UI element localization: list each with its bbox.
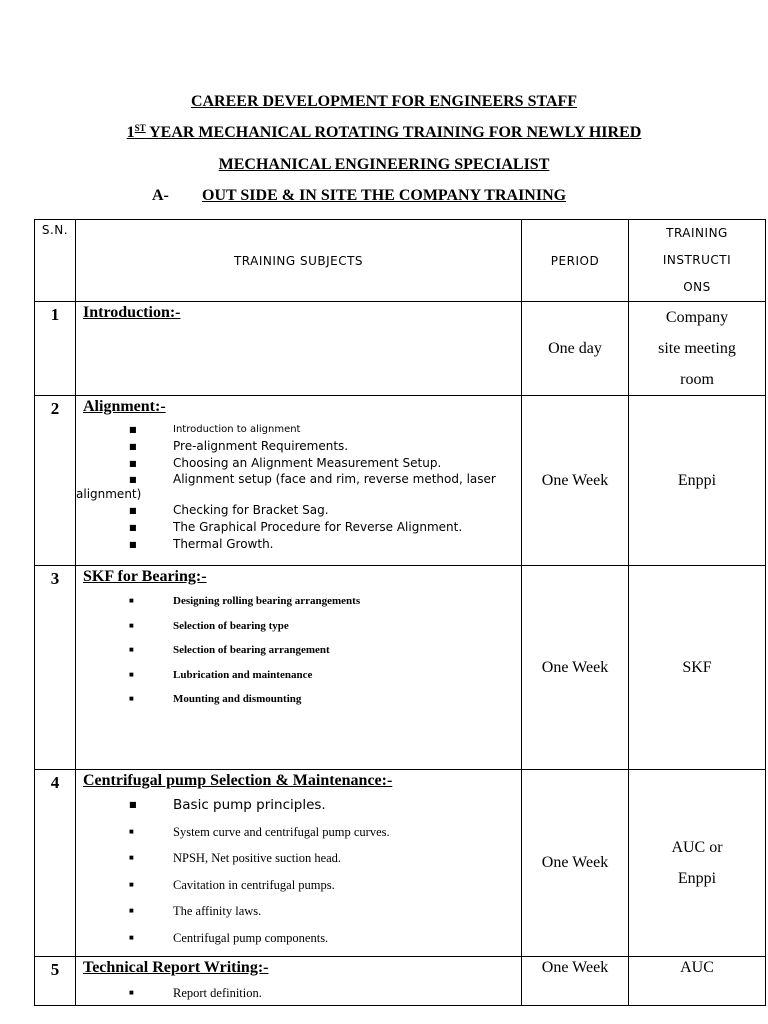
period-cell: One Week [522, 396, 629, 566]
instructions-line: Company [665, 309, 729, 326]
list-item [76, 872, 521, 899]
list-item-text: The affinity laws. [173, 904, 262, 918]
list-item [76, 589, 521, 614]
list-item-text: The Graphical Procedure for Reverse Alignment. [173, 520, 463, 534]
instructions-line: SKF [682, 659, 712, 676]
bullet-icon: ■ [129, 988, 134, 997]
instructions-line: site meeting [658, 340, 736, 357]
topic-list [76, 589, 521, 712]
list-item [76, 845, 521, 872]
list-item-text: Mounting and dismounting [173, 693, 302, 705]
list-item [76, 455, 521, 472]
list-item [76, 983, 521, 1003]
list-item-text: Designing rolling bearing arrangements [173, 595, 361, 607]
list-item [76, 819, 521, 846]
instructions-line: AUC [680, 959, 714, 976]
bullet-icon: ■ [129, 879, 134, 889]
list-item [76, 898, 521, 925]
header-instructions-line: TRAINING [666, 226, 728, 240]
list-item [76, 502, 521, 519]
doc-subtitle [0, 124, 768, 142]
subject-cell [76, 957, 522, 1006]
bullet-icon: ■ [129, 596, 134, 605]
period-cell: One Week [522, 566, 629, 770]
instructions-line: room [680, 371, 714, 388]
list-item [76, 421, 521, 438]
bullet-icon: ■ [129, 645, 134, 654]
instructions-cell [629, 396, 766, 566]
list-item [76, 614, 521, 639]
list-item-text: Selection of bearing type [173, 619, 289, 632]
row-number: 4 [35, 770, 76, 957]
doc-title: CAREER DEVELOPMENT FOR ENGINEERS STAFF [190, 93, 578, 110]
header-instructions [629, 220, 766, 302]
instructions-cell [629, 566, 766, 770]
subject-title: Introduction:- [83, 304, 181, 321]
bullet-icon: ■ [129, 523, 137, 532]
list-item [76, 663, 521, 688]
subject-cell [76, 770, 522, 957]
instructions-line: Enppi [677, 870, 717, 887]
table-row [35, 957, 766, 1006]
instructions-line: AUC or [671, 839, 723, 856]
list-item-text: Report definition. [173, 986, 262, 1000]
list-item-text: Pre-alignment Requirements. [173, 439, 349, 453]
list-item-text: System curve and centrifugal pump curves. [173, 824, 390, 839]
instructions-cell [629, 957, 766, 1006]
instructions-cell [629, 302, 766, 396]
list-item-text: Thermal Growth. [173, 537, 274, 551]
doc-subtitle-2: MECHANICAL ENGINEERING SPECIALIST [218, 156, 550, 173]
topic-list [76, 983, 521, 1003]
header-instructions-line: ONS [683, 280, 711, 294]
table-row [35, 302, 766, 396]
list-item [76, 687, 521, 712]
list-item-text: Introduction to alignment [173, 424, 301, 435]
header-period: PERIOD [522, 220, 629, 302]
topic-list [76, 792, 521, 951]
bullet-icon: ■ [129, 906, 134, 915]
bullet-icon: ■ [129, 459, 137, 468]
header-instructions-line: INSTRUCTI [662, 253, 732, 267]
bullet-icon: ■ [129, 442, 137, 451]
list-item [76, 792, 521, 819]
subtitle-rest: YEAR MECHANICAL ROTATING TRAINING FOR NEWLY HIRED [145, 124, 642, 141]
subtitle-prefix: 1 [126, 124, 135, 141]
subject-cell [76, 566, 522, 770]
header-sn: S.N. [35, 220, 76, 302]
period-cell: One day [522, 302, 629, 396]
bullet-icon: ■ [129, 475, 137, 484]
list-item-text: Choosing an Alignment Measurement Setup. [173, 456, 442, 470]
subtitle-superscript: ST [134, 123, 146, 133]
list-item [76, 472, 521, 502]
topic-list [76, 421, 521, 553]
instructions-line: Enppi [677, 472, 717, 489]
bullet-icon: ■ [129, 826, 134, 836]
subject-title: Centrifugal pump Selection & Maintenance:- [83, 772, 393, 789]
bullet-icon: ■ [129, 620, 134, 630]
bullet-icon: ■ [129, 853, 134, 862]
row-number: 1 [35, 302, 76, 396]
list-item-text: Alignment setup (face and rim, reverse method, laser alignment) [76, 472, 496, 501]
list-item [76, 638, 521, 663]
period-cell: One Week [522, 770, 629, 957]
period-cell: One Week [522, 957, 629, 1006]
bullet-icon: ■ [129, 800, 137, 809]
list-item [76, 536, 521, 553]
list-item-text: Checking for Bracket Sag. [173, 503, 329, 517]
subject-title: SKF for Bearing:- [83, 568, 207, 585]
list-item-text: Centrifugal pump components. [173, 930, 329, 945]
row-number: 2 [35, 396, 76, 566]
list-item [76, 925, 521, 952]
table-row [35, 566, 766, 770]
subject-cell [76, 302, 522, 396]
table-header-row [35, 220, 766, 302]
training-table [34, 219, 766, 1006]
table-row [35, 770, 766, 957]
subject-title: Alignment:- [83, 398, 166, 415]
header-subjects: TRAINING SUBJECTS [76, 220, 522, 302]
bullet-icon: ■ [129, 425, 137, 434]
section-letter: A- [152, 187, 169, 204]
subject-cell [76, 396, 522, 566]
row-number: 5 [35, 957, 76, 1006]
bullet-icon: ■ [129, 932, 134, 942]
bullet-icon: ■ [129, 694, 134, 703]
list-item [76, 438, 521, 455]
list-item-text: Selection of bearing arrangement [173, 644, 330, 656]
section-title: OUT SIDE & IN SITE THE COMPANY TRAINING [202, 187, 567, 204]
list-item-text: Basic pump principles. [173, 797, 326, 813]
row-number: 3 [35, 566, 76, 770]
list-item-text: Cavitation in centrifugal pumps. [173, 877, 335, 892]
bullet-icon: ■ [129, 540, 137, 549]
subject-title: Technical Report Writing:- [83, 959, 269, 976]
instructions-cell [629, 770, 766, 957]
table-row [35, 396, 766, 566]
list-item [76, 519, 521, 536]
bullet-icon: ■ [129, 669, 134, 679]
list-item-text: Lubrication and maintenance [173, 668, 313, 681]
bullet-icon: ■ [129, 506, 137, 515]
list-item-text: NPSH, Net positive suction head. [173, 851, 342, 865]
